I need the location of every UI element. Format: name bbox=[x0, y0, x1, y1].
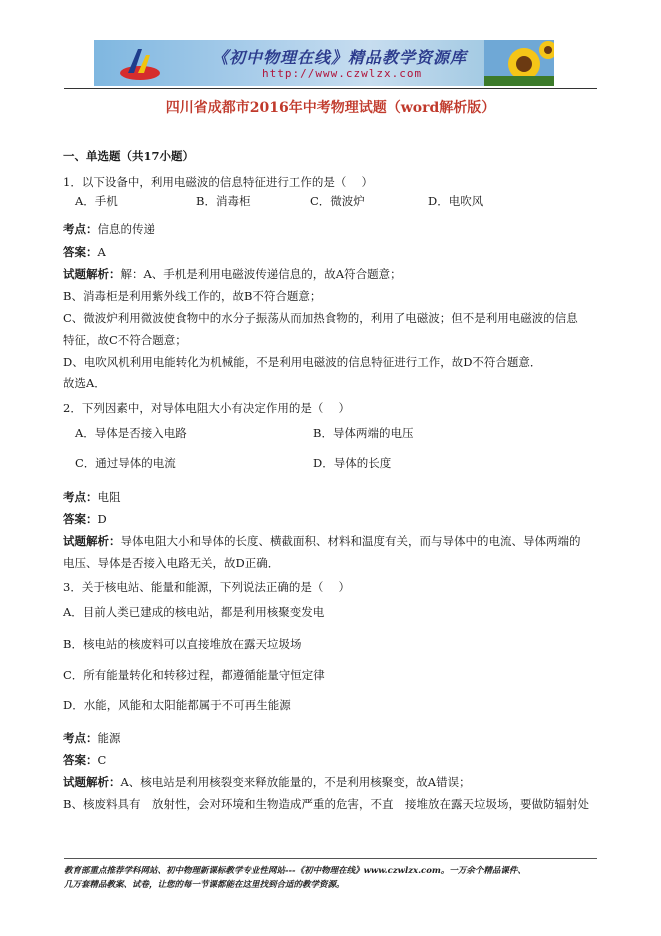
q2-option-d: D．导体的长度 bbox=[313, 456, 392, 470]
q2-answer: 答案：D bbox=[63, 512, 107, 526]
q1-analysis-5: D、电吹风机利用电能转化为机械能，不是利用电磁波的信息特征进行工作，故D不符合题意． bbox=[63, 355, 542, 369]
q1-analysis-2: B、消毒柜是利用紫外线工作的，故B不符合题意； bbox=[63, 289, 322, 303]
q1-analysis-4: 特征，故C不符合题意； bbox=[63, 333, 187, 347]
q2-analysis-2: 电压、导体是否接入电路无关，故D正确． bbox=[63, 556, 280, 570]
header-rule bbox=[64, 88, 597, 89]
q1-analysis-1: 试题解析：解：A、手机是利用电磁波传递信息的，故A符合题意； bbox=[63, 267, 402, 281]
q1-option-c: C．微波炉 bbox=[310, 194, 365, 208]
q1-kaodian: 考点：信息的传递 bbox=[63, 222, 155, 236]
q1-analysis-6: 故选A． bbox=[63, 376, 106, 390]
q2-analysis-1: 试题解析：导体电阻大小和导体的长度、横截面积、材料和温度有关，而与导体中的电流、导体两端的 bbox=[63, 534, 581, 548]
q3-kaodian: 考点：能源 bbox=[63, 731, 121, 745]
q1-analysis-3: C、微波炉利用微波使食物中的水分子振荡从而加热食物的，利用了电磁波；但不是利用电磁波的信息 bbox=[63, 311, 578, 325]
q1-option-b: B．消毒柜 bbox=[196, 194, 251, 208]
q2-option-b: B．导体两端的电压 bbox=[313, 426, 414, 440]
q1-option-a: A．手机 bbox=[75, 194, 118, 208]
q3-option-c: C．所有能量转化和转移过程，都遵循能量守恒定律 bbox=[63, 668, 325, 682]
banner-brand-text: 《初中物理在线》精品教学资源库 bbox=[212, 48, 468, 67]
q3-analysis-1: 试题解析：A、核电站是利用核裂变来释放能量的，不是利用核聚变，故A错误； bbox=[63, 775, 471, 789]
header-banner bbox=[94, 40, 554, 86]
question-2-stem: 2．下列因素中，对导体电阻大小有决定作用的是（ ） bbox=[63, 401, 350, 415]
q3-option-b: B．核电站的核废料可以直接堆放在露天垃圾场 bbox=[63, 637, 302, 651]
banner-url[interactable]: http://www.czwlzx.com bbox=[262, 67, 423, 80]
sunflower-icon bbox=[484, 40, 554, 86]
q2-option-a: A．导体是否接入电路 bbox=[75, 426, 187, 440]
question-1-stem: 1．以下设备中，利用电磁波的信息特征进行工作的是（ ） bbox=[63, 175, 373, 189]
section-heading: 一、单选题（共17小题） bbox=[63, 149, 195, 163]
q3-answer: 答案：C bbox=[63, 753, 107, 767]
footer-rule bbox=[64, 858, 597, 859]
q3-option-d: D．水能，风能和太阳能都属于不可再生能源 bbox=[63, 698, 291, 712]
q2-kaodian: 考点：电阻 bbox=[63, 490, 121, 504]
page-title: 四川省成都市2016年中考物理试题（word解析版） bbox=[165, 100, 496, 116]
question-3-stem: 3．关于核电站、能量和能源，下列说法正确的是（ ） bbox=[63, 580, 350, 594]
footer-line-2: 几万套精品教案、试卷，让您的每一节课都能在这里找到合适的教学资源。 bbox=[64, 880, 345, 890]
page-footer bbox=[64, 864, 604, 892]
q2-option-c: C．通过导体的电流 bbox=[75, 456, 176, 470]
site-logo-icon bbox=[116, 43, 164, 83]
footer-line-1: 教育部重点推荐学科网站、初中物理新课标教学专业性网站---《初中物理在线》www.czwlzx.com。一万余个精品课件、 bbox=[64, 866, 526, 876]
q3-option-a: A．目前人类已建成的核电站，都是利用核聚变发电 bbox=[63, 605, 325, 619]
q1-answer: 答案：A bbox=[63, 245, 106, 259]
q1-option-d: D．电吹风 bbox=[428, 194, 484, 208]
q3-analysis-2: B、核废料具有 放射性，会对环境和生物造成严重的危害，不直 接堆放在露天垃圾场，要做防辐射处 bbox=[63, 797, 589, 811]
